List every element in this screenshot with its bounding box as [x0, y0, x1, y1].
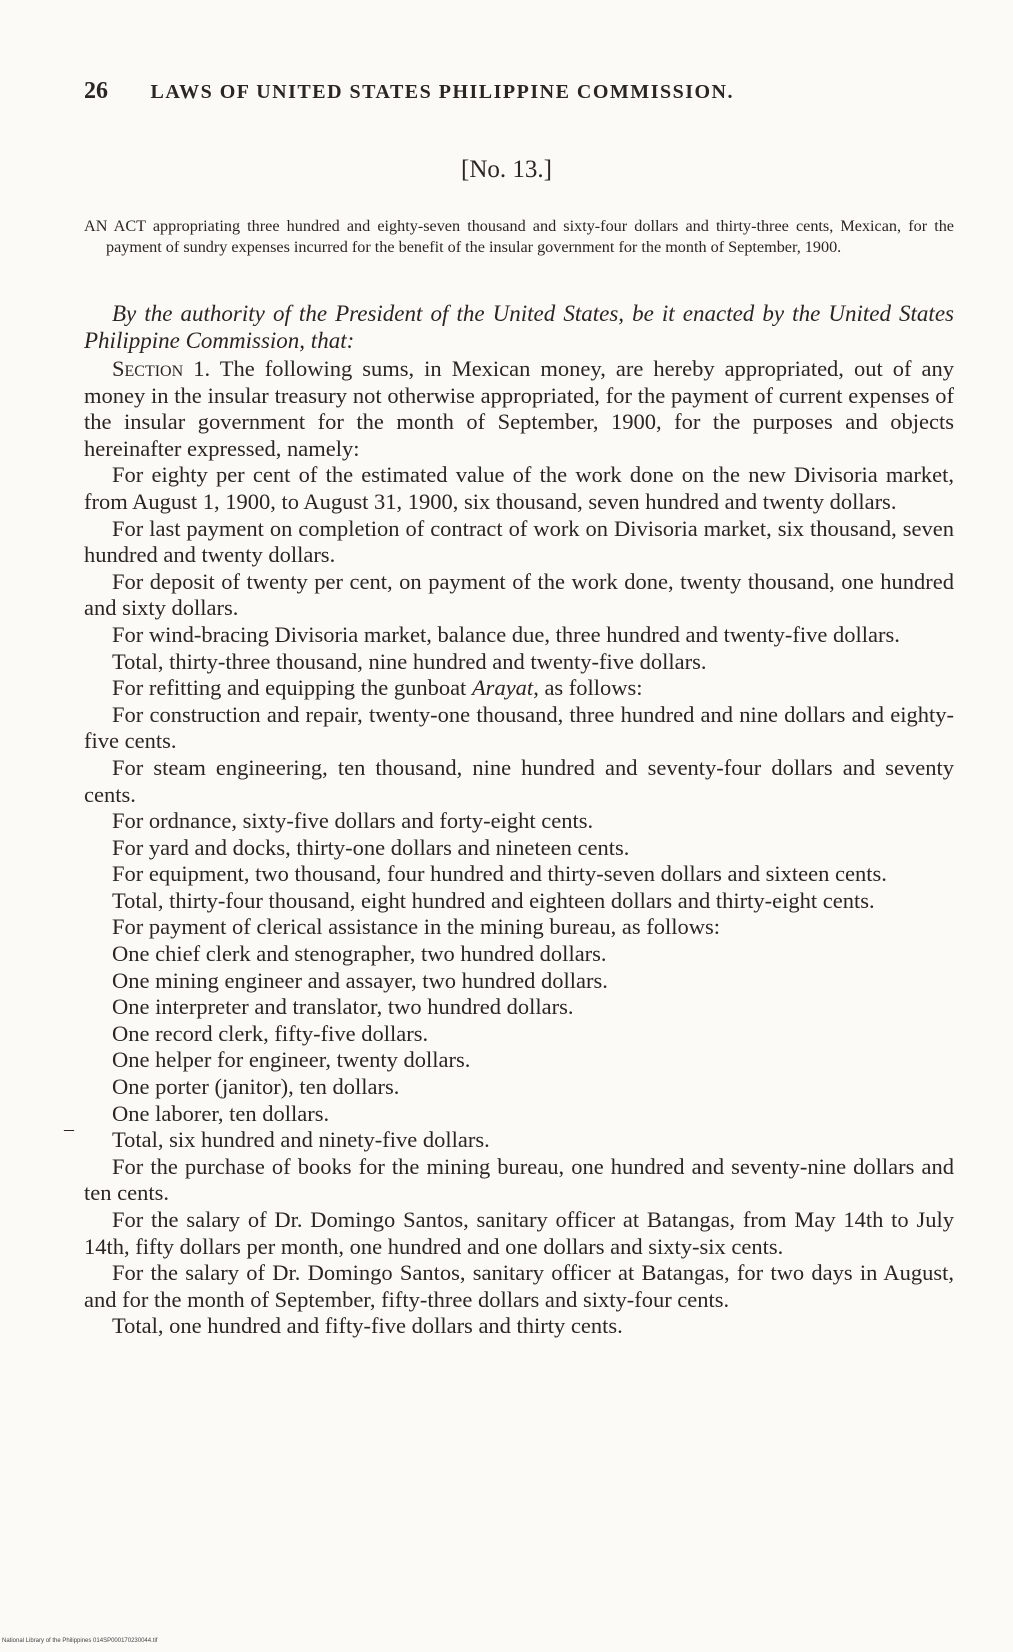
- paragraph: For the salary of Dr. Domingo Santos, sanitary officer at Batangas, from May 14th to July 14th, fifty dollars per month, one hundred and one dollars and sixty-six cents.: [84, 1207, 954, 1259]
- scan-footer: National Library of the Philippines 014SP000170230044.tif: [2, 1638, 158, 1644]
- enacting-clause: By the authority of the President of the United States, be it enacted by the United States Philippine Commission, that:: [84, 301, 954, 353]
- paragraph: One chief clerk and stenographer, two hundred dollars.: [112, 941, 607, 967]
- paragraph: One interpreter and translator, two hundred dollars.: [112, 994, 574, 1020]
- section-opening-text: The following sums, in Mexican money, are hereby appropriated, out of any money in the insular treasury not otherwise appropriated, for the payment of current expenses of the insular government for the month of September, 1900, for the purposes and objects hereinafter expressed, namely:: [84, 356, 955, 461]
- paragraph: For steam engineering, ten thousand, nine hundred and seventy-four dollars and seventy cents.: [84, 754, 954, 807]
- paragraph: One laborer, ten dollars.: [112, 1100, 330, 1126]
- paragraph: For last payment on completion of contract of work on Divisoria market, six thousand, seven hundred and twenty dollars.: [84, 515, 954, 568]
- paragraph: For yard and docks, thirty-one dollars and nineteen cents.: [112, 834, 630, 860]
- margin-mark: –: [64, 1118, 74, 1140]
- section-opening: [84, 356, 954, 462]
- paragraph: For payment of clerical assistance in the mining bureau, as follows:: [112, 914, 720, 940]
- gunboat-name: Arayat: [471, 675, 534, 701]
- act-title: [84, 216, 954, 258]
- act-title-text: AN ACT appropriating three hundred and eighty-seven thousand and sixty-four dollars and thirty-three cents, Mexican, for the payment of sundry expenses incurred for the benefit of the insular government for the month of September, 1900.: [84, 217, 954, 256]
- total-line: Total, one hundred and fifty-five dollars and thirty cents.: [112, 1313, 623, 1339]
- paragraph: One record clerk, fifty-five dollars.: [112, 1020, 429, 1046]
- paragraph: One mining engineer and assayer, two hundred dollars.: [112, 967, 608, 993]
- page-number: 26: [84, 78, 108, 104]
- paragraph: For eighty per cent of the estimated value of the work done on the new Divisoria market, from August 1, 1900, to August 31, 1900, six thousand, seven hundred and twenty dollars.: [84, 462, 954, 514]
- total-line: Total, thirty-four thousand, eight hundred and eighteen dollars and thirty-eight cents.: [112, 887, 875, 913]
- paragraph: One porter (janitor), ten dollars.: [112, 1074, 400, 1100]
- paragraph: For deposit of twenty per cent, on payment of the work done, twenty thousand, one hundred and sixty dollars.: [84, 568, 954, 621]
- paragraph: For equipment, two thousand, four hundred and thirty-seven dollars and sixteen cents.: [112, 861, 887, 887]
- paragraph: For the salary of Dr. Domingo Santos, sanitary officer at Batangas, for two days in August, and for the month of September, fifty-three dollars and sixty-four cents.: [84, 1260, 954, 1312]
- paragraph: One helper for engineer, twenty dollars.: [112, 1047, 471, 1073]
- total-line: Total, six hundred and ninety-five dollars.: [112, 1127, 490, 1153]
- section-label: Section 1.: [112, 356, 211, 381]
- act-number: [No. 13.]: [461, 156, 552, 183]
- paragraph: For construction and repair, twenty-one thousand, three hundred and nine dollars and eighty-five cents.: [84, 701, 954, 754]
- paragraph: For the purchase of books for the mining bureau, one hundred and seventy-nine dollars and ten cents.: [84, 1153, 954, 1206]
- paragraph: For ordnance, sixty-five dollars and forty-eight cents.: [112, 808, 594, 834]
- gunboat-intro: For refitting and equipping the gunboat Arayat, as follows:: [112, 675, 643, 701]
- total-line: Total, thirty-three thousand, nine hundred and twenty-five dollars.: [112, 648, 707, 674]
- running-header: [84, 78, 944, 105]
- running-title: LAWS OF UNITED STATES PHILIPPINE COMMISSION.: [150, 81, 734, 103]
- paragraph: For wind-bracing Divisoria market, balance due, three hundred and twenty-five dollars.: [112, 621, 900, 647]
- act-body: [84, 356, 954, 1340]
